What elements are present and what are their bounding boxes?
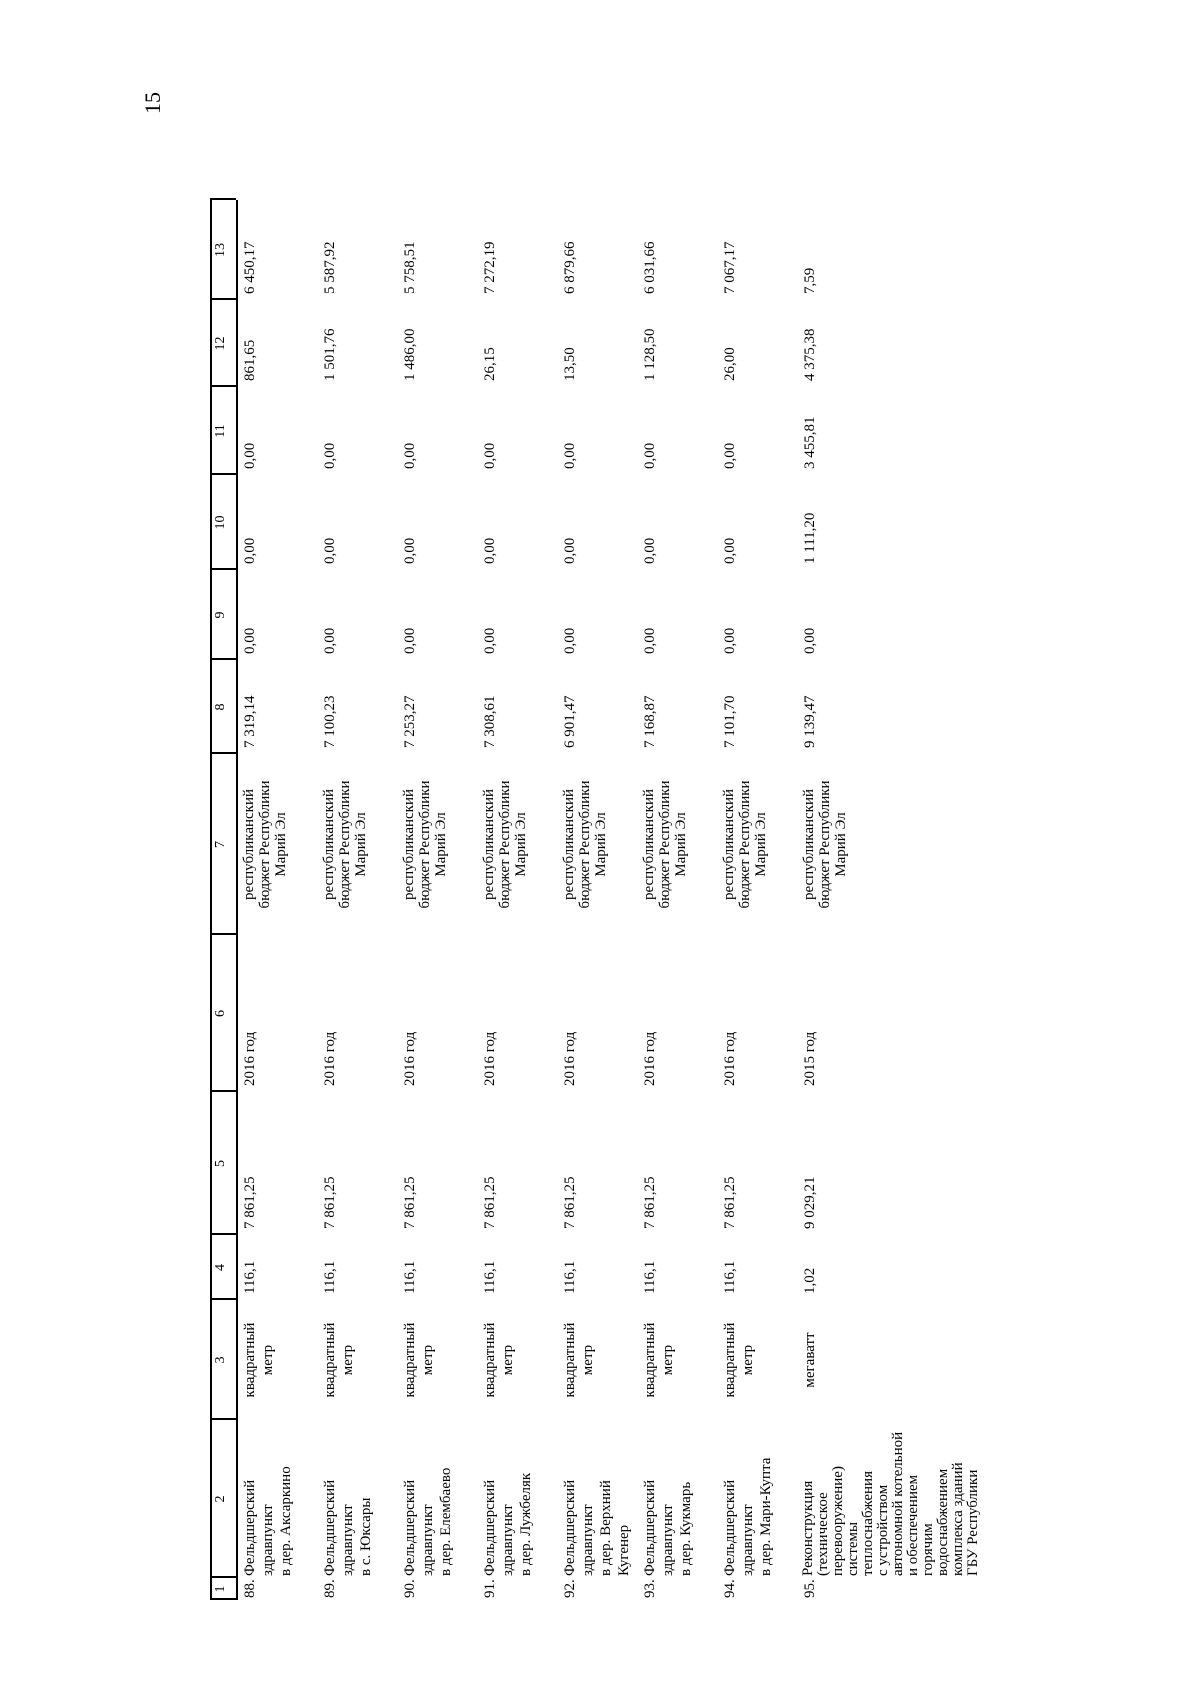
capacity: 116,1 — [562, 1260, 578, 1294]
cell-line: квадратный — [722, 1322, 738, 1398]
cell-line: (техническое — [815, 1492, 831, 1576]
cell-line: бюджет Республики — [817, 780, 833, 909]
cell-line: квадратный — [482, 1322, 498, 1398]
cell-line: республиканский — [321, 788, 337, 901]
value-9: 0,00 — [322, 627, 338, 654]
capacity: 116,1 — [642, 1260, 658, 1294]
cell-line: Марий Эл — [593, 812, 609, 877]
object-name — [561, 1426, 633, 1576]
cell-line: в дер. Елембаево — [438, 1467, 454, 1576]
unit — [481, 1300, 517, 1420]
year: 2016 год — [242, 1031, 258, 1086]
total-cost: 7 253,27 — [402, 695, 418, 748]
total-cost: 7 100,23 — [322, 695, 338, 748]
total-cost: 7 101,70 — [722, 695, 738, 748]
row-number: 93. — [642, 1579, 658, 1598]
unit-cost: 9 029,21 — [802, 1176, 818, 1229]
value-9: 0,00 — [642, 627, 658, 654]
cell-line: здравпункт — [660, 1504, 676, 1576]
header-rule-bottom — [236, 200, 238, 1600]
cell-line: в дер. Аксаркино — [278, 1466, 294, 1576]
cell-line: и обеспечением — [905, 1474, 921, 1576]
total-cost: 7 168,87 — [642, 695, 658, 748]
row-number: 91. — [482, 1579, 498, 1598]
funding-source — [241, 754, 289, 935]
cell-line: Фельдшерский — [242, 1479, 258, 1576]
capacity: 1,02 — [802, 1267, 818, 1294]
cell-line: бюджет Республики — [257, 780, 273, 909]
value-9: 0,00 — [402, 627, 418, 654]
capacity: 116,1 — [722, 1260, 738, 1294]
column-header: 12 — [213, 336, 228, 351]
cell-line: Фельдшерский — [402, 1479, 418, 1576]
row-number: 92. — [562, 1579, 578, 1598]
object-name — [401, 1426, 455, 1576]
value-10: 0,00 — [242, 537, 258, 564]
total-cost: 6 901,47 — [562, 695, 578, 748]
capacity: 116,1 — [242, 1260, 258, 1294]
cell-line: Реконструкция — [800, 1480, 816, 1576]
page-number: 15 — [140, 92, 165, 114]
cell-line: бюджет Республики — [417, 780, 433, 909]
cell-line: Марий Эл — [433, 812, 449, 877]
cell-line: Фельдшерский — [322, 1479, 338, 1576]
cell-line: с устройством — [875, 1484, 891, 1576]
value-12: 1 486,00 — [402, 328, 418, 381]
cell-line: бюджет Республики — [497, 780, 513, 909]
value-12: 26,00 — [722, 347, 738, 381]
column-header: 1 — [213, 1585, 228, 1593]
cell-line: квадратный — [242, 1322, 258, 1398]
capacity: 116,1 — [402, 1260, 418, 1294]
value-13: 7,59 — [802, 267, 818, 294]
object-name — [321, 1426, 375, 1576]
value-12: 4 375,38 — [802, 328, 818, 381]
unit — [641, 1300, 677, 1420]
total-cost: 9 139,47 — [802, 695, 818, 748]
year: 2015 год — [802, 1031, 818, 1086]
object-name — [481, 1426, 535, 1576]
value-10: 0,00 — [322, 537, 338, 564]
column-header: 11 — [213, 424, 228, 438]
unit — [401, 1300, 437, 1420]
cell-line: бюджет Республики — [737, 780, 753, 909]
unit — [321, 1300, 357, 1420]
cell-line: здравпункт — [260, 1504, 276, 1576]
value-11: 0,00 — [562, 442, 578, 469]
cell-line: мегаватт — [802, 1332, 818, 1388]
value-13: 6 450,17 — [242, 241, 258, 294]
row-number: 95. — [802, 1579, 818, 1598]
value-12: 861,65 — [242, 339, 258, 381]
value-9: 0,00 — [722, 627, 738, 654]
value-9: 0,00 — [562, 627, 578, 654]
funding-source — [321, 754, 369, 935]
year: 2016 год — [322, 1031, 338, 1086]
value-12: 26,15 — [482, 347, 498, 381]
column-header: 6 — [213, 1010, 228, 1017]
cell-line: горячим — [920, 1523, 936, 1576]
cell-line: Марий Эл — [753, 812, 769, 877]
column-header: 13 — [213, 243, 228, 257]
row-number: 89. — [322, 1579, 338, 1598]
value-13: 6 031,66 — [642, 241, 658, 294]
column-header: 8 — [213, 703, 228, 711]
cell-line: здравпункт — [740, 1504, 756, 1576]
cell-line: республиканский — [241, 788, 257, 901]
row-number: 94. — [722, 1579, 738, 1598]
cell-line: республиканский — [721, 788, 737, 901]
cell-line: в дер. Верхний Кугенер — [598, 1480, 632, 1576]
cell-line: Марий Эл — [273, 812, 289, 877]
cell-line: здравпункт — [580, 1504, 596, 1576]
year: 2016 год — [562, 1031, 578, 1086]
cell-line: Фельдшерский — [482, 1479, 498, 1576]
value-10: 0,00 — [402, 537, 418, 564]
cell-line: квадратный — [322, 1322, 338, 1398]
cell-line: метр — [500, 1344, 516, 1376]
value-12: 1 128,50 — [642, 328, 658, 381]
cell-line: метр — [260, 1344, 276, 1376]
year: 2016 год — [482, 1031, 498, 1086]
cell-line: в дер. Кукмарь — [678, 1481, 694, 1576]
cell-line: перевооружение) — [830, 1466, 846, 1576]
cell-line: Марий Эл — [513, 812, 529, 877]
cell-line: республиканский — [561, 788, 577, 901]
unit-cost: 7 861,25 — [322, 1176, 338, 1229]
value-13: 7 067,17 — [722, 241, 738, 294]
object-name — [241, 1426, 295, 1576]
object-name — [801, 1426, 981, 1576]
value-13: 6 879,66 — [562, 241, 578, 294]
unit-cost: 7 861,25 — [402, 1176, 418, 1229]
cell-line: здравпункт — [340, 1504, 356, 1576]
value-9: 0,00 — [802, 627, 818, 654]
cell-line: бюджет Республики — [337, 780, 353, 909]
column-header: 3 — [213, 1356, 228, 1364]
funding-source — [721, 754, 769, 935]
capacity: 116,1 — [482, 1260, 498, 1294]
cell-line: в с. Юксары — [358, 1497, 374, 1576]
value-10: 0,00 — [642, 537, 658, 564]
cell-line: комплекса зданий — [950, 1462, 966, 1576]
total-cost: 7 319,14 — [242, 695, 258, 748]
value-10: 0,00 — [482, 537, 498, 564]
cell-line: метр — [740, 1344, 756, 1376]
cell-line: Фельдшерский — [562, 1479, 578, 1576]
column-header: 10 — [213, 515, 228, 530]
value-9: 0,00 — [242, 627, 258, 654]
cell-line: квадратный — [562, 1322, 578, 1398]
value-11: 0,00 — [242, 442, 258, 469]
cell-line: системы — [845, 1521, 861, 1576]
value-11: 0,00 — [642, 442, 658, 469]
funding-source — [641, 754, 689, 935]
value-12: 13,50 — [562, 347, 578, 381]
total-cost: 7 308,61 — [482, 695, 498, 748]
value-11: 0,00 — [482, 442, 498, 469]
value-10: 0,00 — [562, 537, 578, 564]
column-header: 2 — [213, 1495, 228, 1503]
funding-source — [481, 754, 529, 935]
cell-line: здравпункт — [420, 1504, 436, 1576]
year: 2016 год — [722, 1031, 738, 1086]
cell-line: квадратный — [642, 1322, 658, 1398]
cell-line: ГБУ Республики — [965, 1469, 981, 1576]
unit — [241, 1300, 277, 1420]
cell-line: республиканский — [641, 788, 657, 901]
object-name — [641, 1426, 695, 1576]
header-rule-top — [210, 200, 212, 1600]
row-number: 88. — [242, 1579, 258, 1598]
value-13: 5 587,92 — [322, 241, 338, 294]
funding-source — [801, 754, 849, 935]
unit-cost: 7 861,25 — [242, 1176, 258, 1229]
cell-line: Марий Эл — [353, 812, 369, 877]
cell-line: республиканский — [481, 788, 497, 901]
cell-line: водоснабжением — [935, 1468, 951, 1576]
cell-line: Марий Эл — [833, 812, 849, 877]
unit — [561, 1300, 597, 1420]
cell-line: Марий Эл — [673, 812, 689, 877]
funding-source — [401, 754, 449, 935]
cell-line: в дер. Мари-Купта — [758, 1457, 774, 1576]
column-header: 4 — [213, 1264, 228, 1271]
year: 2016 год — [402, 1031, 418, 1086]
value-12: 1 501,76 — [322, 328, 338, 381]
cell-line: республиканский — [401, 788, 417, 901]
unit — [801, 1300, 819, 1420]
cell-line: метр — [340, 1344, 356, 1376]
cell-line: республиканский — [801, 788, 817, 901]
column-header: 9 — [213, 611, 228, 619]
unit-cost: 7 861,25 — [722, 1176, 738, 1229]
cell-line: в дер. Лужбеляк — [518, 1472, 534, 1576]
capacity: 116,1 — [322, 1260, 338, 1294]
cell-line: метр — [580, 1344, 596, 1376]
value-10: 0,00 — [722, 537, 738, 564]
value-13: 7 272,19 — [482, 241, 498, 294]
value-11: 0,00 — [402, 442, 418, 469]
value-13: 5 758,51 — [402, 241, 418, 294]
cell-line: Фельдшерский — [722, 1479, 738, 1576]
year: 2016 год — [642, 1031, 658, 1086]
value-11: 0,00 — [722, 442, 738, 469]
cell-line: метр — [660, 1344, 676, 1376]
value-11: 0,00 — [322, 442, 338, 469]
cell-line: бюджет Республики — [657, 780, 673, 909]
cell-line: здравпункт — [500, 1504, 516, 1576]
value-11: 3 455,81 — [802, 416, 818, 469]
cell-line: Фельдшерский — [642, 1479, 658, 1576]
unit-cost: 7 861,25 — [482, 1176, 498, 1229]
cell-line: теплоснабжения — [860, 1471, 876, 1576]
unit — [721, 1300, 757, 1420]
cell-line: квадратный — [402, 1322, 418, 1398]
cell-line: метр — [420, 1344, 436, 1376]
value-9: 0,00 — [482, 627, 498, 654]
rotated-table — [210, 0, 1110, 1600]
row-number: 90. — [402, 1579, 418, 1598]
column-header: 5 — [213, 1160, 228, 1167]
object-name — [721, 1426, 775, 1576]
unit-cost: 7 861,25 — [642, 1176, 658, 1229]
funding-source — [561, 754, 609, 935]
cell-line: бюджет Республики — [577, 780, 593, 909]
column-header: 7 — [213, 841, 228, 848]
unit-cost: 7 861,25 — [562, 1176, 578, 1229]
cell-line: автономной котельной — [890, 1431, 906, 1576]
value-10: 1 111,20 — [802, 512, 818, 564]
